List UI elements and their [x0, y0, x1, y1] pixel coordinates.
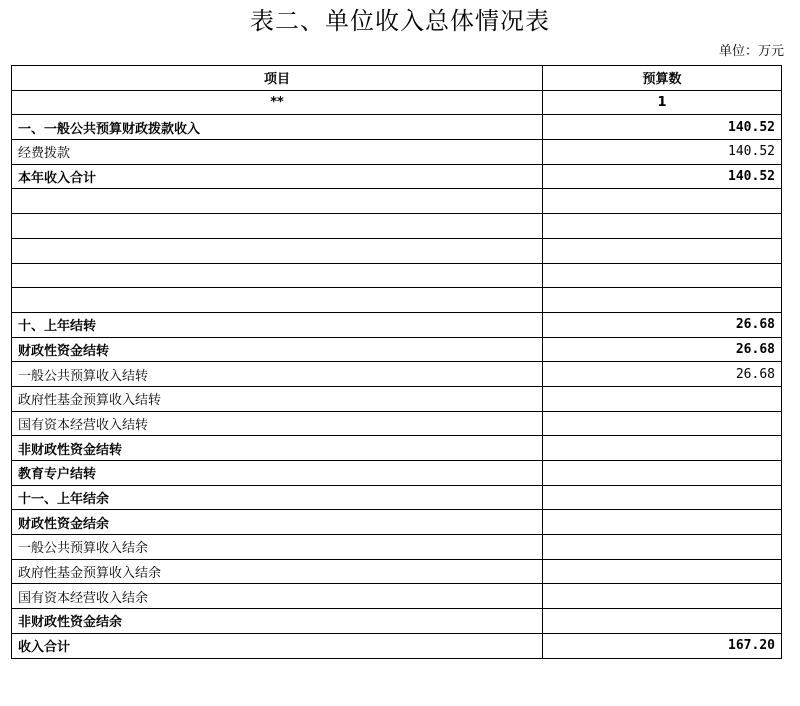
row-value: 140.52: [543, 140, 782, 165]
table-row: [12, 115, 782, 140]
table-row: [12, 461, 782, 486]
row-value: 26.68: [543, 312, 782, 337]
row-value: [543, 238, 782, 263]
row-value: [543, 263, 782, 288]
row-label: 教育专户结转: [12, 461, 543, 486]
table-row: [12, 559, 782, 584]
income-summary-table: [11, 65, 782, 659]
table-row: [12, 189, 782, 214]
row-label: 本年收入合计: [12, 164, 543, 189]
table-row: [12, 312, 782, 337]
row-label: 十一、上年结余: [12, 485, 543, 510]
table-row: [12, 436, 782, 461]
row-value: 26.68: [543, 362, 782, 387]
table-row: [12, 238, 782, 263]
row-value: [543, 535, 782, 560]
row-value: [543, 584, 782, 609]
table-row: [12, 609, 782, 634]
row-value: [543, 510, 782, 535]
table-header-row: [12, 66, 782, 91]
row-value: [543, 485, 782, 510]
subheader-budget: 1: [543, 90, 782, 115]
table-row: [12, 386, 782, 411]
row-value: 26.68: [543, 337, 782, 362]
row-label: [12, 288, 543, 313]
row-value: [543, 609, 782, 634]
table-row: [12, 411, 782, 436]
row-label: 十、上年结转: [12, 312, 543, 337]
row-label: 国有资本经营收入结余: [12, 584, 543, 609]
column-header-item: 项目: [12, 66, 543, 91]
table-row: [12, 485, 782, 510]
row-value: [543, 411, 782, 436]
table-row: [12, 584, 782, 609]
row-label: 经费拨款: [12, 140, 543, 165]
row-label: 财政性资金结转: [12, 337, 543, 362]
unit-label: 单位：万元: [718, 44, 784, 59]
table-row: [12, 633, 782, 658]
table-row: [12, 362, 782, 387]
row-label: 非财政性资金结转: [12, 436, 543, 461]
row-label: 政府性基金预算收入结余: [12, 559, 543, 584]
column-header-budget: 预算数: [543, 66, 782, 91]
row-value: 167.20: [543, 633, 782, 658]
table-row: [12, 337, 782, 362]
table-body: [12, 90, 782, 658]
table-row: [12, 535, 782, 560]
table-row: [12, 214, 782, 239]
row-label: 政府性基金预算收入结转: [12, 386, 543, 411]
row-value: [543, 386, 782, 411]
row-value: 140.52: [543, 164, 782, 189]
subheader-item: **: [12, 90, 543, 115]
table-row: [12, 288, 782, 313]
row-label: 一般公共预算收入结余: [12, 535, 543, 560]
row-value: [543, 559, 782, 584]
table-row: [12, 510, 782, 535]
row-value: [543, 189, 782, 214]
row-label: 一般公共预算收入结转: [12, 362, 543, 387]
row-value: 140.52: [543, 115, 782, 140]
row-label: 一、一般公共预算财政拨款收入: [12, 115, 543, 140]
table-row: [12, 263, 782, 288]
row-label: 国有资本经营收入结转: [12, 411, 543, 436]
row-label: [12, 214, 543, 239]
page-title: 表二、单位收入总体情况表: [250, 7, 550, 35]
row-label: [12, 189, 543, 214]
table-row: [12, 164, 782, 189]
row-value: [543, 288, 782, 313]
row-label: 财政性资金结余: [12, 510, 543, 535]
row-label: [12, 238, 543, 263]
row-value: [543, 214, 782, 239]
row-label: [12, 263, 543, 288]
row-value: [543, 461, 782, 486]
row-value: [543, 436, 782, 461]
table-subheader-row: [12, 90, 782, 115]
row-label: 收入合计: [12, 633, 543, 658]
table-row: [12, 140, 782, 165]
row-label: 非财政性资金结余: [12, 609, 543, 634]
